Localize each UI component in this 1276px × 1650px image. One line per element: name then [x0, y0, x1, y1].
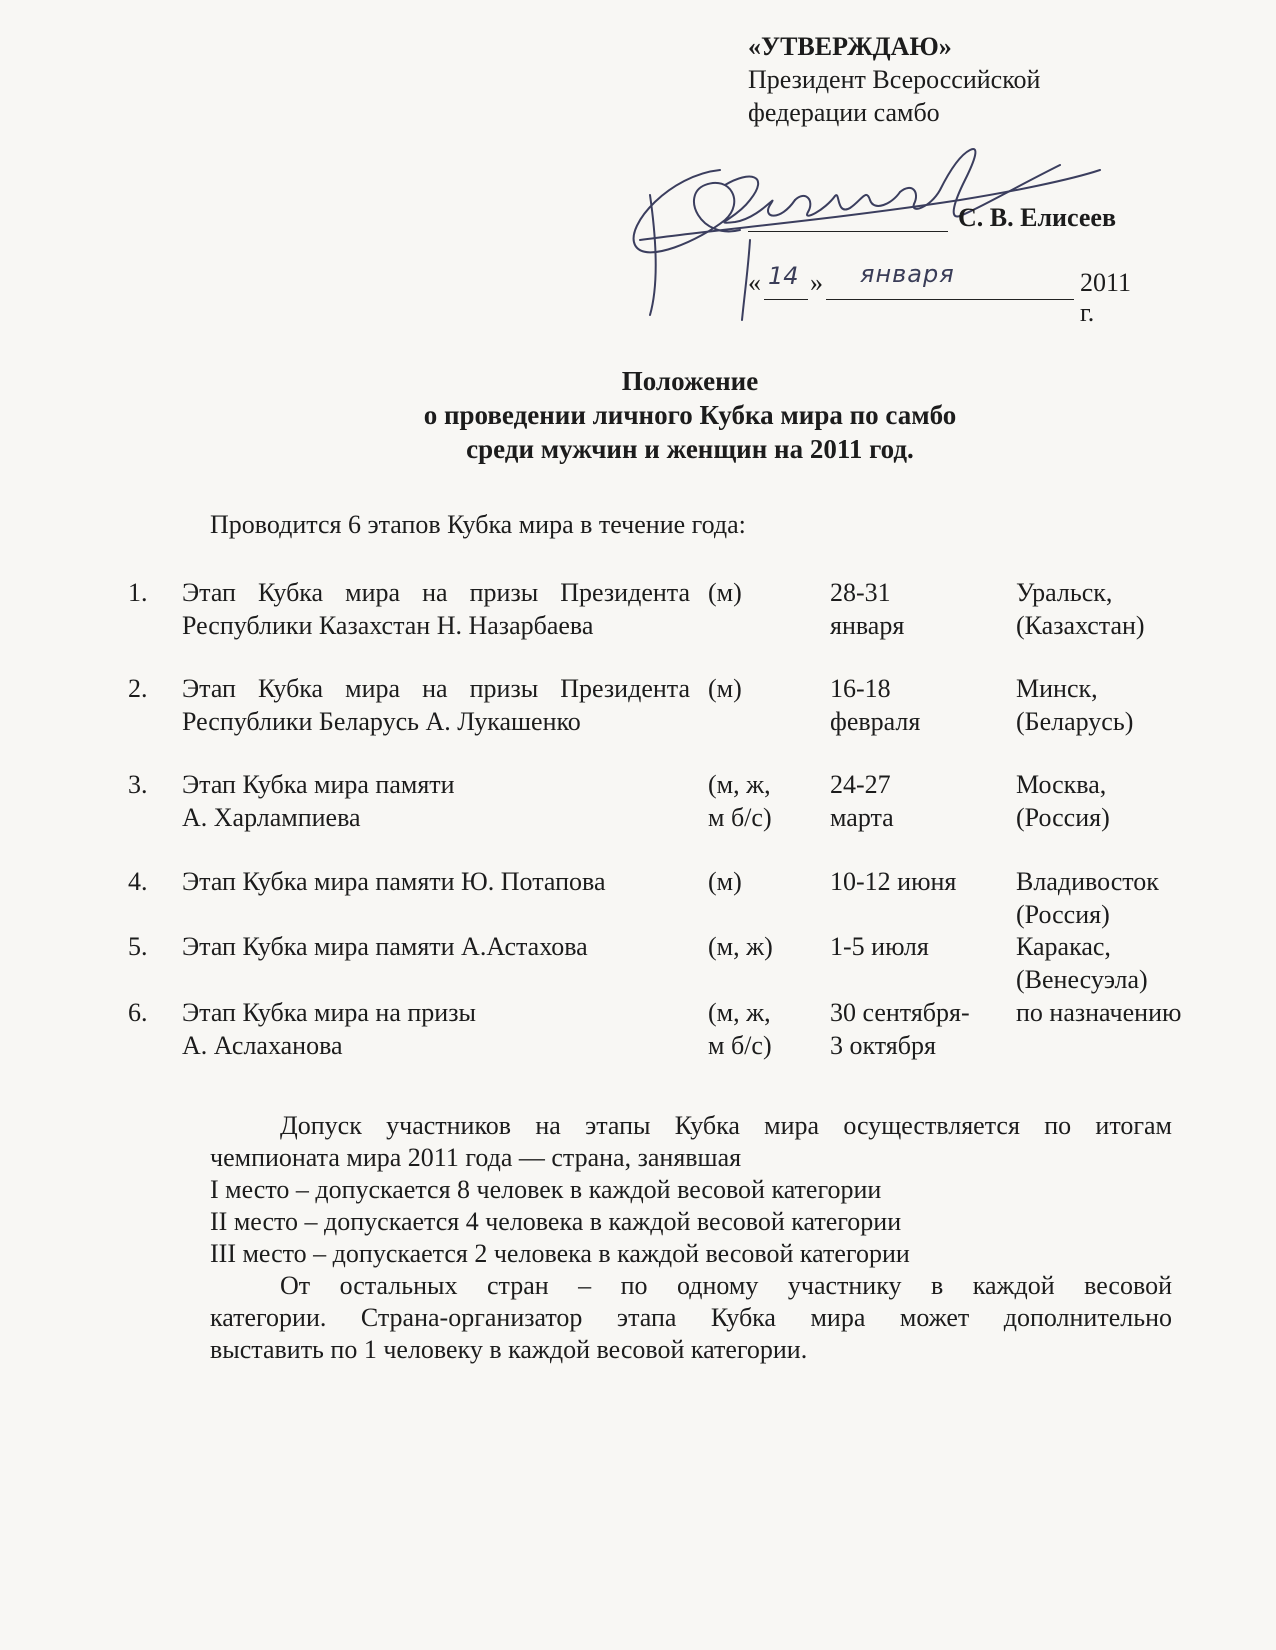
rules-paragraph2-line1: От остальных стран – по одному участнику в каждой весовой: [280, 1271, 1172, 1300]
event-name-line: Этап Кубка мира памяти: [182, 770, 455, 799]
event-place-line: (Беларусь): [1016, 707, 1134, 736]
event-name: [182, 576, 690, 642]
event-name: [182, 996, 690, 1062]
title-line1: Положение: [621, 366, 759, 396]
event-place: [1016, 768, 1216, 834]
event-number: 2.: [128, 674, 148, 703]
date-year: 2011 г.: [1080, 268, 1132, 327]
event-category-line: (м, ж,: [708, 998, 771, 1027]
admission-rules: [210, 1110, 1172, 1366]
event-number: 3.: [128, 770, 148, 799]
event-name-line: А. Харлампиева: [182, 803, 361, 832]
event-category: (м): [708, 578, 742, 607]
event-place-line: Минск,: [1016, 674, 1098, 703]
rules-place1: I место – допускается 8 человек в каждой весовой категории: [210, 1175, 882, 1204]
event-number: 4.: [128, 867, 148, 896]
event-name: Этап Кубка мира памяти Ю. Потапова: [182, 867, 606, 896]
rules-paragraph2-line3: выставить по 1 человеку в каждой весовой категории.: [210, 1335, 808, 1364]
event-number: 5.: [128, 932, 148, 961]
event-number: 6.: [128, 998, 148, 1027]
event-dates: 10-12 июня: [830, 867, 957, 896]
event-category-line: (м, ж,: [708, 770, 771, 799]
date-month-underline: [826, 299, 1074, 300]
event-category-line: м б/с): [708, 1031, 772, 1060]
event-place: по назначению: [1016, 998, 1182, 1027]
event-place-line: (Россия): [1016, 803, 1110, 832]
signer-name: С. В. Елисеев: [958, 203, 1117, 232]
event-name: Этап Кубка мира памяти А.Астахова: [182, 932, 588, 961]
title-line3: среди мужчин и женщин на 2011 год.: [466, 434, 914, 464]
event-date-line: 3 октября: [830, 1031, 936, 1060]
intro-text: Проводится 6 этапов Кубка мира в течение года:: [210, 510, 746, 539]
event-dates: [830, 672, 1000, 738]
event-place-line: Каракас,: [1016, 932, 1111, 961]
date-month-handwritten: января: [860, 260, 955, 288]
event-category: [708, 768, 818, 834]
event-place-line: (Россия): [1016, 900, 1110, 929]
event-dates: 1-5 июля: [830, 932, 929, 961]
event-date-line: 30 сентября-: [830, 998, 970, 1027]
approval-heading: «УТВЕРЖДАЮ»: [748, 32, 952, 61]
event-category: (м, ж): [708, 932, 773, 961]
event-place: [1016, 672, 1216, 738]
event-name: [182, 768, 690, 834]
event-place-line: Уральск,: [1016, 578, 1113, 607]
event-category: (м): [708, 674, 742, 703]
title-line2: о проведении личного Кубка мира по самбо: [423, 400, 957, 430]
event-place: [1016, 576, 1216, 642]
event-date-line: января: [830, 611, 905, 640]
event-name-line: Этап Кубка мира на призы: [182, 998, 476, 1027]
event-name-line: Этап Кубка мира на призы Президента: [182, 578, 690, 607]
signature-line: [748, 230, 948, 232]
event-place-line: Владивосток: [1016, 867, 1159, 896]
date-day-underline: [764, 299, 808, 300]
event-name-line: Этап Кубка мира на призы Президента: [182, 674, 690, 703]
event-date-line: марта: [830, 803, 894, 832]
rules-place2: II место – допускается 4 человека в каждой весовой категории: [210, 1207, 902, 1236]
rules-paragraph1-line2: чемпионата мира 2011 года — страна, занявшая: [210, 1143, 742, 1172]
event-name-line: А. Аслаханова: [182, 1031, 343, 1060]
approval-block: [748, 30, 1040, 129]
event-date-line: 24-27: [830, 770, 891, 799]
event-place: [1016, 930, 1216, 996]
rules-place3: III место – допускается 2 человека в каждой весовой категории: [210, 1239, 910, 1268]
event-date-line: 16-18: [830, 674, 891, 703]
rules-paragraph1-line1: Допуск участников на этапы Кубка мира осуществляется по итогам: [280, 1111, 1172, 1140]
event-name-line: Республики Беларусь А. Лукашенко: [182, 707, 581, 736]
date-close-quote: »: [810, 268, 823, 297]
event-dates: [830, 996, 1000, 1062]
event-place-line: (Венесуэла): [1016, 965, 1148, 994]
date-open-quote: «: [748, 268, 761, 297]
event-place-line: (Казахстан): [1016, 611, 1145, 640]
approval-position-line1: Президент Всероссийской: [748, 65, 1041, 94]
event-dates: [830, 576, 1000, 642]
event-date-line: 28-31: [830, 578, 891, 607]
event-category: (м): [708, 867, 742, 896]
event-dates: [830, 768, 1000, 834]
event-place: [1016, 865, 1216, 931]
event-name: [182, 672, 690, 738]
event-place-line: Москва,: [1016, 770, 1107, 799]
event-number: 1.: [128, 578, 148, 607]
event-category: [708, 996, 818, 1062]
document-title: [0, 364, 1276, 466]
event-date-line: февраля: [830, 707, 921, 736]
rules-paragraph2-line2: категории. Страна-организатор этапа Кубка мира может дополнительно: [210, 1303, 1172, 1332]
event-category-line: м б/с): [708, 803, 772, 832]
approval-position-line2: федерации самбо: [748, 98, 940, 127]
event-name-line: Республики Казахстан Н. Назарбаева: [182, 611, 594, 640]
date-day-handwritten: 14: [768, 262, 799, 290]
